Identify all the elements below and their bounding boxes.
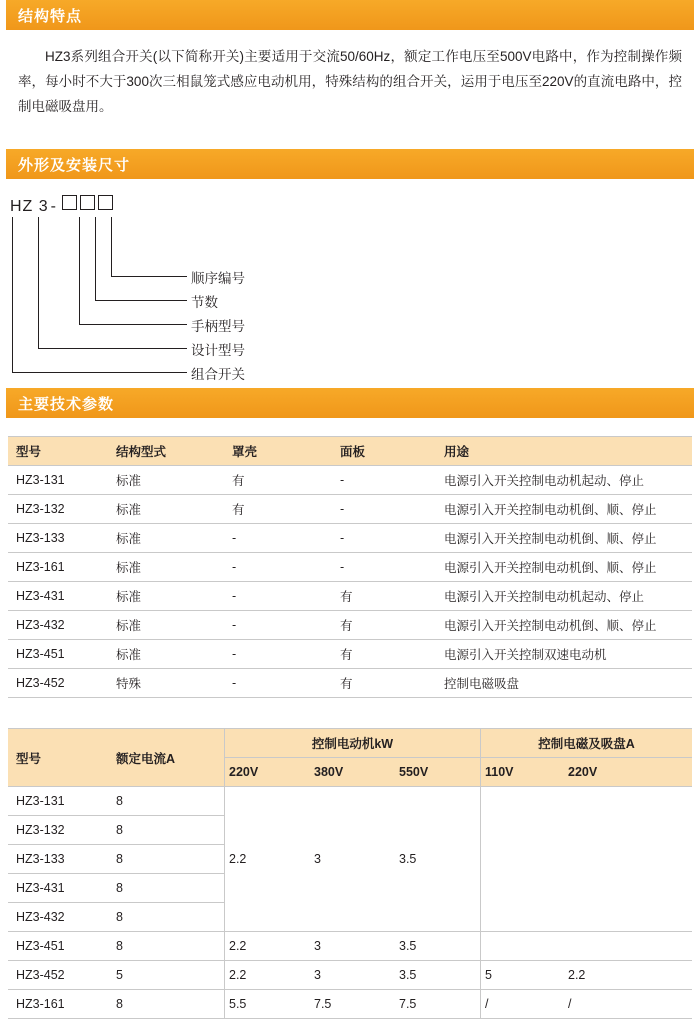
- diagram-label-0: 顺序编号: [191, 271, 245, 286]
- cell-model: HZ3-431: [8, 582, 112, 611]
- cell-cover: -: [228, 524, 336, 553]
- cell-use: 电源引入开关控制电动机起动、停止: [440, 466, 692, 495]
- model-code-dash: -: [50, 198, 57, 215]
- cell-magnet-220v: [564, 787, 692, 932]
- cell-cover: -: [228, 582, 336, 611]
- cell-model: HZ3-133: [8, 845, 112, 874]
- table2-col-model: 型号: [8, 729, 112, 787]
- cell-motor-220v: 2.2: [225, 787, 311, 932]
- cell-use: 电源引入开关控制电动机倒、顺、停止: [440, 524, 692, 553]
- cell-motor-380v: 7.5: [310, 990, 395, 1019]
- cell-current: 8: [112, 845, 225, 874]
- table1-col-model: 型号: [8, 437, 112, 466]
- model-code-box-3: [98, 195, 113, 210]
- leader-line-h-1: [111, 276, 187, 277]
- model-code: [10, 195, 113, 216]
- cell-model: HZ3-131: [8, 466, 112, 495]
- cell-current: 8: [112, 787, 225, 816]
- cell-cover: -: [228, 669, 336, 698]
- model-code-box-1: [62, 195, 77, 210]
- cell-struct: 标准: [112, 524, 228, 553]
- section-header-bar-3: [6, 388, 694, 418]
- cell-current: 8: [112, 990, 225, 1019]
- table-row: [8, 611, 692, 640]
- section-header-structure: [0, 0, 700, 30]
- model-code-prefix: HZ 3: [10, 198, 49, 215]
- cell-magnet-110v: 5: [481, 961, 565, 990]
- table-spacer: [0, 698, 700, 728]
- table2-sub-220v-magnet: 220V: [564, 758, 692, 787]
- table-row: [8, 495, 692, 524]
- cell-panel: -: [336, 466, 440, 495]
- cell-model: HZ3-161: [8, 553, 112, 582]
- cell-magnet-220v: /: [564, 990, 692, 1019]
- cell-model: HZ3-132: [8, 495, 112, 524]
- section-header-bar-2: [6, 149, 694, 179]
- cell-panel: 有: [336, 611, 440, 640]
- diagram-label-2: 手柄型号: [191, 319, 245, 334]
- diagram-label-4: 组合开关: [191, 367, 245, 382]
- cell-current: 8: [112, 932, 225, 961]
- cell-motor-380v: 3: [310, 787, 395, 932]
- section-header-parameters: [0, 388, 700, 418]
- cell-use: 控制电磁吸盘: [440, 669, 692, 698]
- cell-motor-380v: 3: [310, 932, 395, 961]
- cell-motor-550v: 3.5: [395, 787, 481, 932]
- table1-col-cover: 罩壳: [228, 437, 336, 466]
- cell-model: HZ3-132: [8, 816, 112, 845]
- cell-model: HZ3-432: [8, 611, 112, 640]
- table2-sub-220v: 220V: [225, 758, 311, 787]
- cell-panel: -: [336, 553, 440, 582]
- model-code-box-2: [80, 195, 95, 210]
- cell-use: 电源引入开关控制电动机起动、停止: [440, 582, 692, 611]
- model-code-diagram: [0, 195, 700, 380]
- cell-panel: -: [336, 524, 440, 553]
- table-row: [8, 961, 692, 990]
- cell-model: HZ3-161: [8, 990, 112, 1019]
- cell-struct: 标准: [112, 611, 228, 640]
- cell-cover: -: [228, 640, 336, 669]
- cell-magnet-110v: [481, 932, 565, 961]
- cell-struct: 标准: [112, 495, 228, 524]
- structure-paragraph: HZ3系列组合开关(以下简称开关)主要适用于交流50/60Hz，额定工作电压至500V电路中，作为控制操作频率，每小时不大于300次三相鼠笼式感应电动机用，特殊结构的组合开关，运用于电压至220V的直流电路中，控制电磁吸盘用。: [18, 49, 682, 114]
- cell-panel: -: [336, 495, 440, 524]
- cell-struct: 标准: [112, 466, 228, 495]
- cell-motor-550v: 3.5: [395, 932, 481, 961]
- cell-model: HZ3-451: [8, 932, 112, 961]
- table1-col-use: 用途: [440, 437, 692, 466]
- table2-group-magnet: 控制电磁及吸盘A: [481, 729, 693, 758]
- cell-struct: 标准: [112, 640, 228, 669]
- leader-line-h-3: [79, 324, 187, 325]
- table1-col-panel: 面板: [336, 437, 440, 466]
- cell-magnet-110v: [481, 787, 565, 932]
- table2-group-motor: 控制电动机kW: [225, 729, 481, 758]
- table-row: [8, 524, 692, 553]
- leader-line-v-5: [12, 217, 13, 372]
- cell-motor-220v: 5.5: [225, 990, 311, 1019]
- table-row: [8, 553, 692, 582]
- table-row: [8, 787, 692, 816]
- cell-cover: -: [228, 611, 336, 640]
- leader-line-v-4: [38, 217, 39, 348]
- table-row: [8, 640, 692, 669]
- diagram-label-3: 设计型号: [191, 343, 245, 358]
- table1-header-row: [8, 437, 692, 466]
- cell-model: HZ3-451: [8, 640, 112, 669]
- cell-model: HZ3-452: [8, 669, 112, 698]
- table-row: [8, 582, 692, 611]
- cell-struct: 标准: [112, 582, 228, 611]
- cell-use: 电源引入开关控制双速电动机: [440, 640, 692, 669]
- cell-magnet-220v: 2.2: [564, 961, 692, 990]
- cell-motor-550v: 7.5: [395, 990, 481, 1019]
- cell-current: 8: [112, 903, 225, 932]
- section-title-parameters: 主要技术参数: [18, 395, 115, 413]
- cell-model: HZ3-131: [8, 787, 112, 816]
- table1-col-struct: 结构型式: [112, 437, 228, 466]
- cell-use: 电源引入开关控制电动机倒、顺、停止: [440, 495, 692, 524]
- cell-panel: 有: [336, 669, 440, 698]
- cell-use: 电源引入开关控制电动机倒、顺、停止: [440, 611, 692, 640]
- cell-use: 电源引入开关控制电动机倒、顺、停止: [440, 553, 692, 582]
- cell-cover: 有: [228, 495, 336, 524]
- cell-motor-220v: 2.2: [225, 932, 311, 961]
- cell-magnet-220v: [564, 932, 692, 961]
- cell-motor-550v: 3.5: [395, 961, 481, 990]
- cell-model: HZ3-133: [8, 524, 112, 553]
- cell-motor-220v: 2.2: [225, 961, 311, 990]
- leader-line-h-4: [38, 348, 187, 349]
- leader-line-h-2: [95, 300, 187, 301]
- section-title-structure: 结构特点: [18, 7, 83, 25]
- parameters-table-2: [8, 728, 692, 1019]
- cell-model: HZ3-452: [8, 961, 112, 990]
- leader-line-h-5: [12, 372, 187, 373]
- cell-struct: 特殊: [112, 669, 228, 698]
- cell-magnet-110v: /: [481, 990, 565, 1019]
- section-title-dimensions: 外形及安装尺寸: [18, 156, 131, 174]
- table2-sub-110v: 110V: [481, 758, 565, 787]
- section-header-bar: [6, 0, 694, 30]
- table2-sub-550v: 550V: [395, 758, 481, 787]
- table-row: [8, 466, 692, 495]
- diagram-label-1: 节数: [191, 295, 218, 310]
- table2-group-header-row: [8, 729, 692, 758]
- cell-panel: 有: [336, 640, 440, 669]
- table-row: [8, 669, 692, 698]
- table-row: [8, 932, 692, 961]
- section-header-dimensions: [0, 149, 700, 179]
- cell-current: 8: [112, 816, 225, 845]
- cell-current: 5: [112, 961, 225, 990]
- cell-motor-380v: 3: [310, 961, 395, 990]
- cell-cover: 有: [228, 466, 336, 495]
- cell-cover: -: [228, 553, 336, 582]
- leader-line-v-1: [111, 217, 112, 276]
- cell-panel: 有: [336, 582, 440, 611]
- table2-col-current: 额定电流A: [112, 729, 225, 787]
- table-row: [8, 990, 692, 1019]
- cell-model: HZ3-431: [8, 874, 112, 903]
- leader-line-v-2: [95, 217, 96, 300]
- parameters-table-1: [8, 436, 692, 698]
- leader-line-v-3: [79, 217, 80, 324]
- cell-model: HZ3-432: [8, 903, 112, 932]
- table2-sub-380v: 380V: [310, 758, 395, 787]
- cell-struct: 标准: [112, 553, 228, 582]
- cell-current: 8: [112, 874, 225, 903]
